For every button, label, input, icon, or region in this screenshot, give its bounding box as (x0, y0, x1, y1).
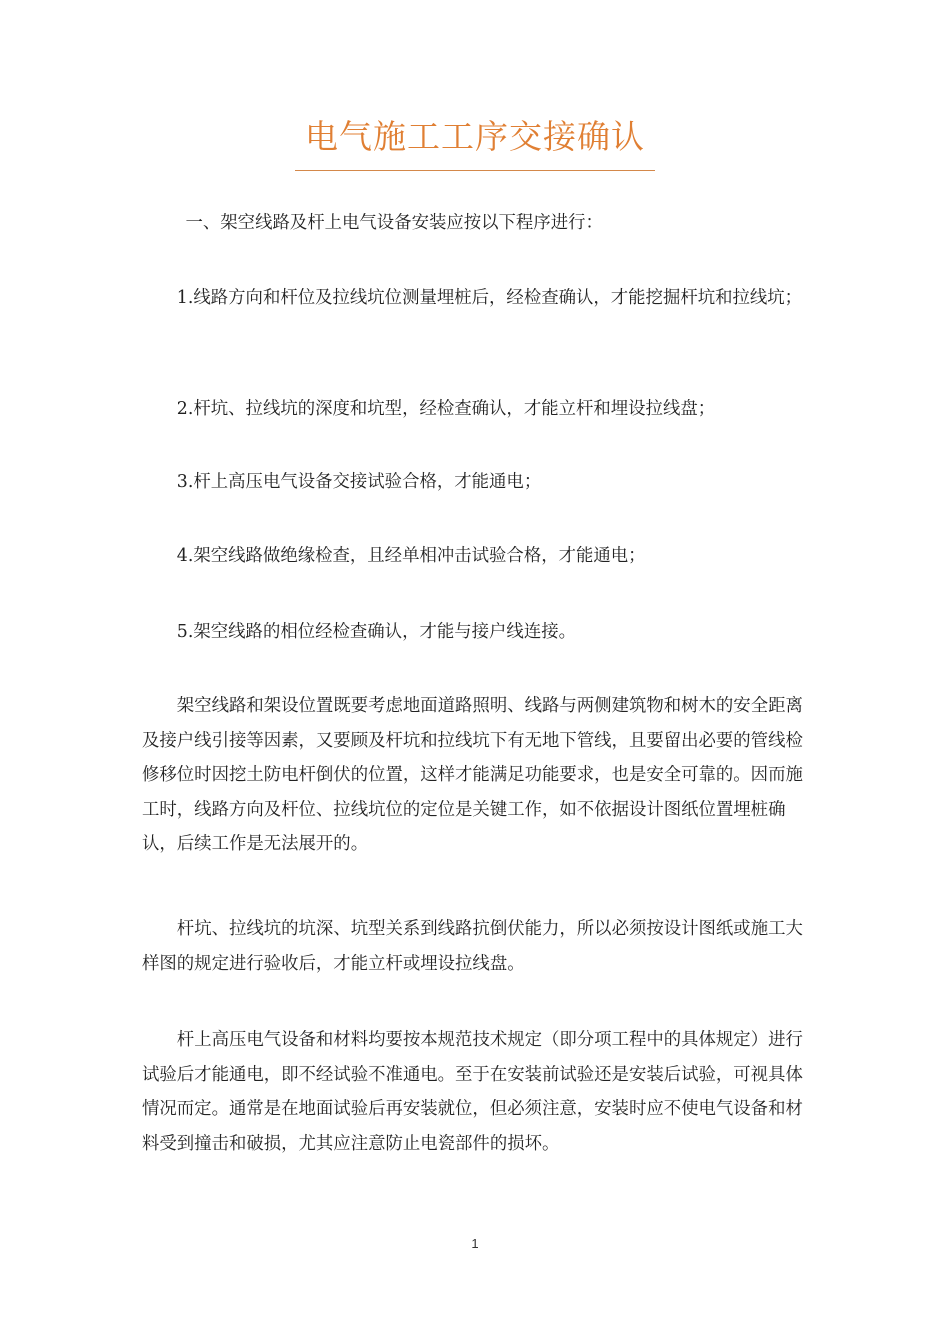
list-item-5: 5.架空线路的相位经检查确认，才能与接户线连接。 (176, 622, 576, 642)
section-heading: 一、架空线路及杆上电气设备安装应按以下程序进行： (185, 213, 603, 233)
page-number: 1 (471, 1236, 479, 1251)
body-paragraph-3: 杆上高压电气设备和材料均要按本规范技术规定（即分项工程中的具体规定）进行试验后才能通电，即不经试验不准通电。至于在安装前试验还是安装后试验，可视具体情况而定。通常是在地面试验后再安装就位，但必须注意，安装时应不使电气设备和材料受到撞击和破损，尤其应注意防止电瓷部件的损坏。 (142, 1030, 803, 1154)
list-item-3: 3.杆上高压电气设备交接试验合格，才能通电； (176, 472, 542, 492)
list-item-1: 1.线路方向和杆位及拉线坑位测量埋桩后，经检查确认，才能挖掘杆坑和拉线坑； (176, 288, 803, 308)
title-block (295, 112, 655, 171)
list-item-2: 2.杆坑、拉线坑的深度和坑型，经检查确认，才能立杆和埋设拉线盘； (176, 399, 716, 419)
document-title: 电气施工工序交接确认 (305, 117, 645, 156)
body-paragraph-2: 杆坑、拉线坑的坑深、坑型关系到线路抗倒伏能力，所以必须按设计图纸或施工大样图的规定进行验收后，才能立杆或埋设拉线盘。 (142, 919, 803, 974)
list-item-4: 4.架空线路做绝缘检查，且经单相冲击试验合格，才能通电； (176, 546, 646, 566)
body-paragraph-1: 架空线路和架设位置既要考虑地面道路照明、线路与两侧建筑物和树木的安全距离及接户线引接等因素，又要顾及杆坑和拉线坑下有无地下管线，且要留出必要的管线检修移位时因挖土防电杆倒伏的位置，这样才能满足功能要求，也是安全可靠的。因而施工时，线路方向及杆位、拉线坑位的定位是关键工作，如不依据设计图纸位置埋桩确认，后续工作是无法展开的。 (142, 696, 803, 854)
